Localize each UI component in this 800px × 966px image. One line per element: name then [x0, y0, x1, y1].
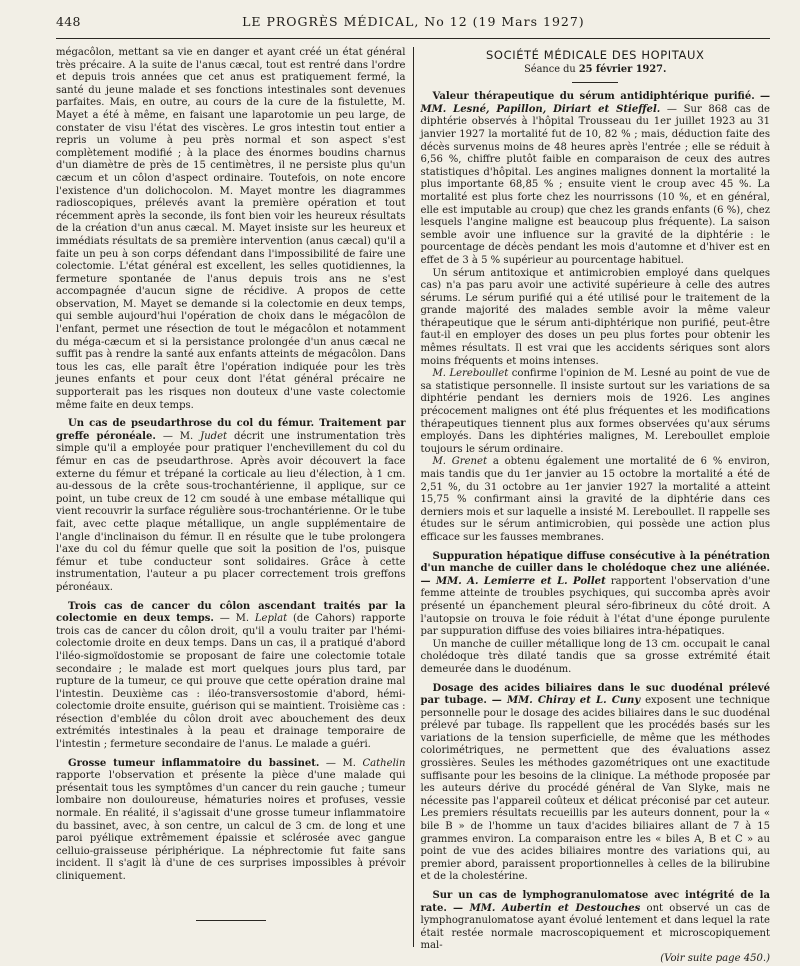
left-column [56, 47, 413, 947]
article-author: Cathelin [362, 757, 406, 769]
society-name: SOCIÉTÉ MÉDICALE DES HOPITAUX [486, 48, 705, 62]
right-column [413, 47, 771, 964]
article-pseudarthrose: Un cas de pseudarthrose du col du fémur. Traitement par greffe péronéale. — M. Judet décrit une instrumentation très simple qu'il a employée pour pratiquer l'enchevillement du col du fémur en cas de pseudarthrose. Après avoir découvert la face externe du fémur et trépané la corticale au lieu d'élection, à 1 cm. au-dessous de la crête sous-trochantérienne, il applique, sur ce point, un tube creux de 12 cm soudé à une embase métallique qui vient recouvrir la surface régulière sous-trochantérienne. Or le tube fait, avec cette plaque métallique, un angle supplémentaire de l'angle d'inclinaison du fémur. Il en résulte que le tube prolongera l'axe du col du fémur quelle que soit la position de l'os, puisque fémur et tube conducteur sont solidaires. Grâce à cette instrumentation, l'auteur a pu placer correctement trois greffons péronéaux. [56, 418, 406, 593]
article-authors: — MM. A. Lemierre et L. Pollet [420, 575, 606, 587]
article-title: Suppuration hépatique diffuse consécutive à la pénétration d'un manche de cuiller dans le cholédoque chez une aliénée. [420, 550, 770, 575]
article-acides-biliaires: Dosage des acides biliaires dans le suc duodénal prélevé par tubage. — MM. Chiray et L. Cuny exposent une technique personnelle pour le dosage des acides biliaires dans le suc duodénal prélevé par tubage. Ils rappellent que les procédés basés sur les variations de la tension superficielle, de même que les méthodes colorimétriques, ne permettent que des évaluations assez grossières. Seules les méthodes gazométriques ont une exactitude suffisante pour les besoins de la clinique. La méthode proposée par les auteurs dérive du procédé général de Van Slyke, mais ne nécessite pas l'appareil coûteux et délicat préconisé par cet auteur. Les premiers résultats recueillis par les auteurs donnent, pour la « bile B » de l'homme un taux d'acides biliaires allant de 7 à 15 grammes environ. La comparaison entre les « biles A, B et C » au point de vue des acides biliaires montre des variations qui, au premier abord, paraissent proportionnelles à celles de la bilirubine et de la cholestérine. [420, 682, 770, 883]
article-tumeur-bassinet: Grosse tumeur inflammatoire du bassinet. — M. Cathelin rapporte l'observation et présente la pièce d'une malade qui présentait tous les symptômes d'un cancer du rein gauche ; tumeur lombaire non douloureuse, hématuries noires et profuses, vessie normale. En réalité, il s'agissait d'une grosse tumeur inflammatoire du bassinet, avec, à son centre, un calcul de 3 cm. de long et une paroi pyélique extrêmement épaissie et sclérosée avec gangue celluio-graisseuse périphérique. La néphrectomie fut faite sans incident. Il s'agit là d'une de ces surprises impossibles à prévoir cliniquement. [56, 757, 406, 882]
paragraph-grenet: M. Grenet a obtenu également une mortalité de 6 % environ, mais tandis que du 1er janvier au 15 octobre la mortalité a été de 2,51 %, du 31 octobre au 1er janvier 1927 la mortalité a atteint 15,75 % confirmant ainsi la gravité de la diphtérie dans ces derniers mois et sur laquelle a insisté M. Lereboullet. Il rappelle ses études sur le sérum antimicrobien, qui possède une action plus efficace sur les fausses membranes. [420, 456, 770, 543]
header-rule [56, 38, 770, 39]
article-title: Grosse tumeur inflammatoire du bassinet. [68, 757, 320, 769]
article-suppuration-hepatique: Suppuration hépatique diffuse consécutive à la pénétration d'un manche de cuiller dans le cholédoque chez une aliénée. — MM. A. Lemierre et L. Pollet rapportent l'observation d'une femme atteinte de troubles psychiques, qui succomba après avoir présenté un épanchement pleural séro-fibrineux du côté droit. A l'autopsie on trouva le foie réduit à l'état d'une éponge purulente par suppuration diffuse des voies biliaires intra-hépatiques. [420, 550, 770, 638]
article-title: Valeur thérapeutique du sérum antidiphtérique purifié. [432, 91, 755, 103]
section-end-rule [196, 920, 266, 921]
paragraph-serum-antitoxique: Un sérum antitoxique et antimicrobien employé dans quelques cas) n'a pas paru avoir une activité supérieure à celle des autres sérums. Le sérum purifié qui a été utilisé pour le traitement de la grande majorité des malades semble avoir la même valeur thérapeutique que le sérum anti-diphtérique non purifié, peut-être faut-il en employer des doses un peu plus fortes pour obtenir les mêmes résultats. Il est vrai que les accidents sériques sont alors moins fréquents et moins intenses. [420, 267, 770, 367]
running-head [56, 14, 770, 36]
page-number: 448 [56, 14, 81, 29]
article-author: M. Grenet [432, 456, 488, 468]
article-authors: — MM. Chiray et L. Cuny [491, 695, 641, 707]
article-title: Un cas de pseudarthrose du col du fémur. Traitement par greffe péronéale. [56, 418, 406, 442]
continued-note: (Voir suite page 450.) [660, 952, 770, 964]
session-date: Séance du 25 février 1927. [524, 63, 667, 75]
society-rule [572, 82, 618, 83]
article-author: Judet [200, 430, 228, 442]
paragraph-manche-cuiller: Un manche de cuiller métallique long de 13 cm. occupait le canal cholédoque très dilaté tandis que sa grosse extrémité était demeurée dans le duodénum. [420, 638, 770, 675]
article-title: Trois cas de cancer du côlon ascendant traités par la colectomie en deux temps. [56, 600, 406, 625]
journal-title: LE PROGRÈS MÉDICAL, No 12 (19 Mars 1927) [242, 14, 585, 29]
article-title: Sur un cas de lymphogranulomatose avec intégrité de la rate. [420, 890, 770, 914]
article-lymphogranulomatose: Sur un cas de lymphogranulomatose avec intégrité de la rate. — MM. Aubertin et Destouches ont observé un cas de lymphogranulomatose ayant évolué lentement et dans lequel la rate était restée normale macroscopiquement et microscopiquement mal- [420, 890, 770, 952]
article-authors: — MM. Aubertin et Destouches [453, 902, 641, 914]
article-authors: — MM. Lesné, Papillon, Diriart et Stieffel. [420, 91, 770, 115]
article-serum-antidiphterique: Valeur thérapeutique du sérum antidiphtérique purifié. — MM. Lesné, Papillon, Diriart et Stieffel. — Sur 868 cas de diphtérie observés à l'hôpital Trousseau du 1er juillet 1923 au 31 janvier 1927 la mortalité fut de 10, 82 % ; mais, déduction faite des décès survenus moins de 48 heures après l'entrée ; elle se réduit à 6,56 %, chiffre plutôt faible en comparaison de ceux des autres statistiques d'hôpital. Les angines malignes donnent la mortalité la plus importante 68,85 % ; ensuite vient le croup avec 45 %. La mortalité est plus forte chez les nourrissons (10 %, et en général, elle est imputable au croup) que chez les grands enfants (6 %), chez lesquels l'angine maligne est beaucoup plus fréquente). La saison semble avoir une influence sur la gravité de la diphtérie : le pourcentage de décès pendant les mois d'automne et d'hiver est en effet de 3 à 5 % supérieur au pourcentage habituel. [420, 91, 770, 266]
article-author: M. Lereboullet [432, 368, 509, 380]
article-cancer-colon: Trois cas de cancer du côlon ascendant traités par la colectomie en deux temps. — M. Leplat (de Cahors) rapporte trois cas de cancer du côlon droit, qu'il a voulu traiter par l'hémi-colectomie droite en deux temps. Dans un cas, il a pratiqué d'abord l'iléo-sigmoïdostomie se proposant de faire une colectomie totale secondaire ; le malade est mort quelques jours plus tard, par rupture de la tumeur, ce qui prouve que cette opération draine mal l'intestin. Deuxième cas : iléo-transversostomie d'abord, hémi-colectomie droite ensuite, guérison qui se maintient. Troisième cas : résection d'emblée du côlon droit avec abouchement des deux extrémités intestinales à la peau et drainage temporaire de l'intestin ; fermeture secondaire de l'anus. Le malade a guéri. [56, 600, 406, 751]
paragraph-lereboullet: M. Lereboullet confirme l'opinion de M. Lesné au point de vue de sa statistique personnelle. Il insiste surtout sur les variations de sa diphtérie pendant les derniers mois de 1926. Les angines précocement malignes ont été plus fréquentes et les modifications thérapeutiques tiennent plus aux formes observées qu'aux sérums employés. Dans les diphtéries malignes, M. Lereboullet emploie toujours le sérum ordinaire. [420, 368, 770, 455]
article-title: Dosage des acides biliaires dans le suc duodénal prélevé par tubage. [420, 682, 770, 707]
article-author: Leplat [254, 613, 288, 625]
two-column-body [56, 47, 770, 964]
society-heading [421, 49, 771, 83]
paragraph-megacolon: mégacôlon, mettant sa vie en danger et ayant créé un état général très précaire. A la suite de l'anus cæcal, tout est rentré dans l'ordre et depuis trois années que cet anus est pratiquement fermé, la santé du jeune malade et ses fonctions intestinales sont devenues parfaites. Mais, en outre, au cours de la cure de la fistulette, M. Mayet a été à même, en faisant une laparotomie un peu large, de constater de visu l'état des viscères. Le gros intestin tout entier a repris un volume à peu près normal et son aspect s'est complètement modifié ; à la place des énormes boudins charnus d'un diamètre de près de 15 centimètres, il ne persiste plus qu'un cæcum et un côlon d'aspect ordinaire. Toutefois, on note encore l'existence d'un dolichocolon. M. Mayet montre les diagrammes radioscopiques, prélevés avant la première opération et tout récemment après la seconde, ils font bien voir les heureux résultats de la création d'un anus cæcal. M. Mayet insiste sur les heureux et immédiats résultats de sa première intervention (anus cæcal) qu'il a faite un peu à son corps défendant dans l'impossibilité de faire une colectomie. L'état général est excellent, les selles quotidiennes, la fermeture spontanée de l'anus depuis trois ans ne s'est accompagnée d'aucun signe de récidive. A propos de cette observation, M. Mayet se demande si la colectomie en deux temps, qui semble aujourd'hui l'opération de choix dans le mégacôlon de l'enfant, permet une résection de tout le mégacôlon et notamment du méga-cæcum et si la persistance prolongée d'un anus cæcal ne suffit pas à rendre la santé aux enfants atteints de mégacôlon. Dans tous les cas, elle paraît être l'opération indiquée pour les très jeunes enfants et pour ceux dont l'état général précaire ne supporterait pas les risques non douteux d'une vaste colectomie même faite en deux temps. [56, 47, 406, 411]
